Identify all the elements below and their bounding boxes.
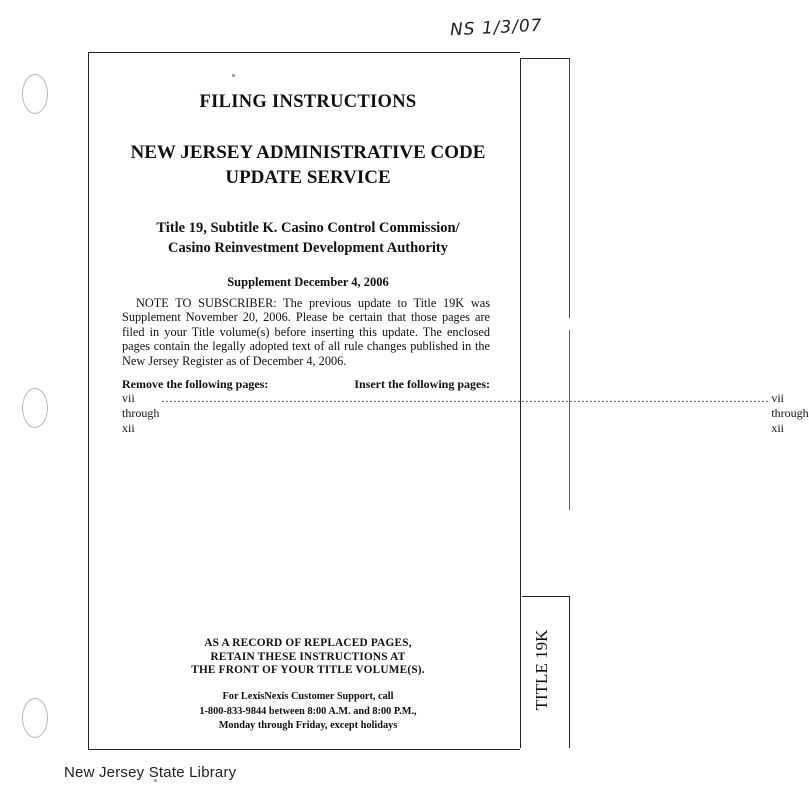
frame-left-border [88,52,89,750]
remove-pages-value: vii through xii [122,391,160,435]
title-section-heading [100,218,516,258]
code-heading-line: UPDATE SERVICE [225,167,391,188]
pages-header [122,377,490,392]
dot-leader: ........................................................................................................................................................ [161,391,770,405]
frame-bottom-border [88,749,520,750]
record-line: THE FRONT OF YOUR TITLE VOLUME(S). [191,664,425,676]
tab-label [514,620,570,720]
tab-label-box-top [522,596,570,597]
title-section-line: Title 19, Subtitle K. Casino Control Commission/ [156,220,460,236]
pages-row [122,391,809,436]
scan-speck [232,74,235,77]
library-stamp: New Jersey State Library [64,764,237,781]
handwritten-note: NS 1/3/07 [449,15,544,41]
code-heading [100,140,516,190]
record-instructions [100,637,516,678]
page-title: FILING INSTRUCTIONS [199,92,417,112]
customer-support-info [100,690,516,734]
title-section-line: Casino Reinvestment Development Authority [168,240,448,256]
record-line: AS A RECORD OF REPLACED PAGES, [204,637,412,649]
record-line: RETAIN THESE INSTRUCTIONS AT [210,650,406,663]
binder-hole-middle [22,388,48,428]
tab-right-border-upper [569,58,570,318]
support-line: 1-800-833-9844 between 8:00 A.M. and 8:00 P.M., [199,705,417,717]
remove-pages-header: Remove the following pages: [122,377,269,391]
supplement-date: Supplement December 4, 2006 [227,275,389,289]
tab-label-text: TITLE 19K [532,629,551,711]
support-line: For LexisNexis Customer Support, call [222,691,394,702]
support-line: Monday through Friday, except holidays [218,720,398,731]
code-heading-line: NEW JERSEY ADMINISTRATIVE CODE [130,142,486,163]
insert-pages-value: vii through xii [771,391,809,435]
binder-hole-top [22,74,48,114]
insert-pages-header: Insert the following pages: [354,377,490,391]
binder-hole-bottom [22,698,48,738]
frame-top-border [88,52,520,53]
tab-top-border [520,58,570,59]
subscriber-note: NOTE TO SUBSCRIBER: The previous update to Title 19K was Supplement November 20, 2006. Please be certain that those pages are filed in your Title volume(s) before inserting this update. The enclosed pages contain the legally adopted text of all rule changes published in the New Jersey Register as of December 4, 2006. [122,296,490,368]
